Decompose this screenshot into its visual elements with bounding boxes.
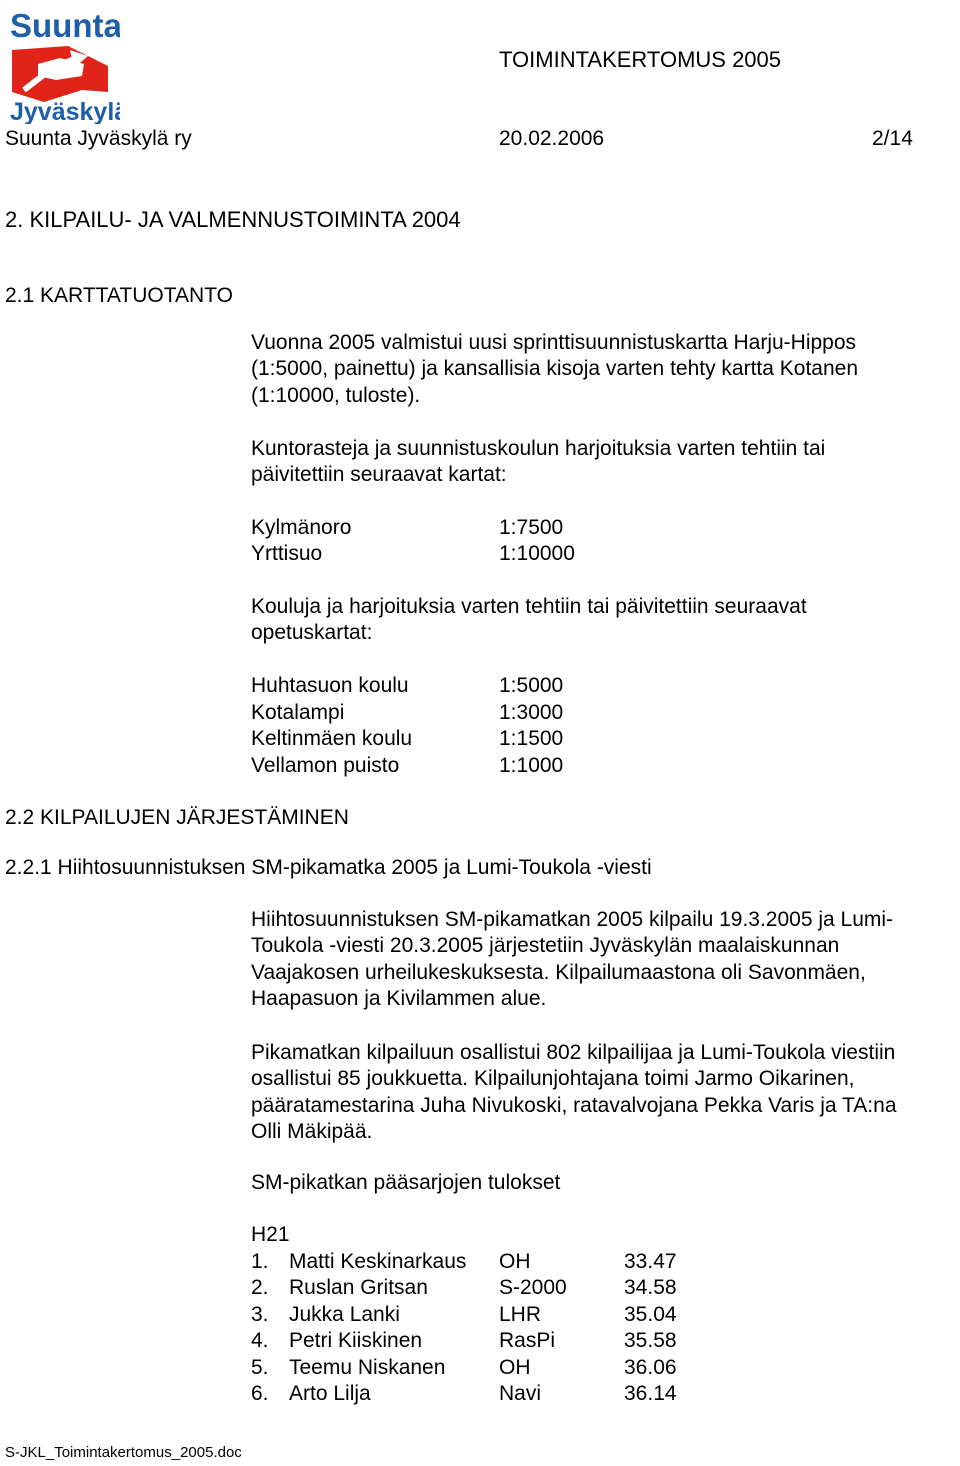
paragraph-school-maps: Kouluja ja harjoituksia varten tehtiin tai päivitettiin seuraavat opetuskartat: [251, 595, 807, 645]
result-row: 4. Petri Kiiskinen RasPi 35.58 [251, 1329, 677, 1352]
document-title: TOIMINTAKERTOMUS 2005 [499, 47, 782, 72]
document-date: 20.02.2006 [499, 127, 605, 150]
logo-text-bottom: Jyväskylä [10, 98, 120, 124]
section-heading: 2. KILPAILU- JA VALMENNUSTOIMINTA 2004 [5, 207, 461, 232]
results-class: H21 [251, 1223, 290, 1246]
paragraph-map-production: Vuonna 2005 valmistui uusi sprinttisuunnistuskartta Harju-Hippos (1:5000, painettu) ja kansallisia kisoja varten tehty kartta Kotanen (1:10000, tuloste). [251, 331, 859, 407]
organization-name: Suunta Jyväskylä ry [5, 127, 192, 150]
subsection-heading-2-2: 2.2 KILPAILUJEN JÄRJESTÄMINEN [5, 806, 349, 829]
subsection-heading-2-2-1: 2.2.1 Hiihtosuunnistuksen SM-pikamatka 2005 ja Lumi-Toukola -viesti [5, 856, 652, 879]
subsection-heading-2-1: 2.1 KARTTATUOTANTO [5, 284, 233, 307]
paragraph-training-maps: Kuntorasteja ja suunnistuskoulun harjoituksia varten tehtiin tai päivitettiin seuraavat kartat: [251, 437, 826, 487]
result-row: 2. Ruslan Gritsan S-2000 34.58 [251, 1276, 677, 1299]
footer-filename: S-JKL_Toimintakertomus_2005.doc [5, 1444, 242, 1461]
result-row: 6. Arto Lilja Navi 36.14 [251, 1382, 677, 1405]
paragraph-participants: Pikamatkan kilpailuun osallistui 802 kilpailijaa ja Lumi-Toukola viestiin osallistui 85 joukkuetta. Kilpailunjohtajana toimi Jarmo Oikarinen, pääratamestarina Juha Nivukoski, ratavalvojana Pekka Varis ja TA:na Olli Mäkipää. [251, 1041, 897, 1144]
result-row: 1. Matti Keskinarkaus OH 33.47 [251, 1250, 677, 1273]
results-title: SM-pikatkan pääsarjojen tulokset [251, 1171, 561, 1194]
result-row: 3. Jukka Lanki LHR 35.04 [251, 1303, 677, 1326]
paragraph-event-info: Hiihtosuunnistuksen SM-pikamatkan 2005 kilpailu 19.3.2005 ja Lumi- Toukola -viesti 20.3.2005 järjestetiin Jyväskylän maalaiskunnan Vaajakosen urheilukeskuksesta. Kilpailumaastona oli Savonmäen, Haapasuon ja Kivilammen alue. [251, 908, 894, 1011]
club-logo [8, 6, 120, 124]
result-row: 5. Teemu Niskanen OH 36.06 [251, 1356, 677, 1379]
page-number: 2/14 [872, 127, 913, 150]
logo-text-top: Suunta [10, 7, 120, 44]
